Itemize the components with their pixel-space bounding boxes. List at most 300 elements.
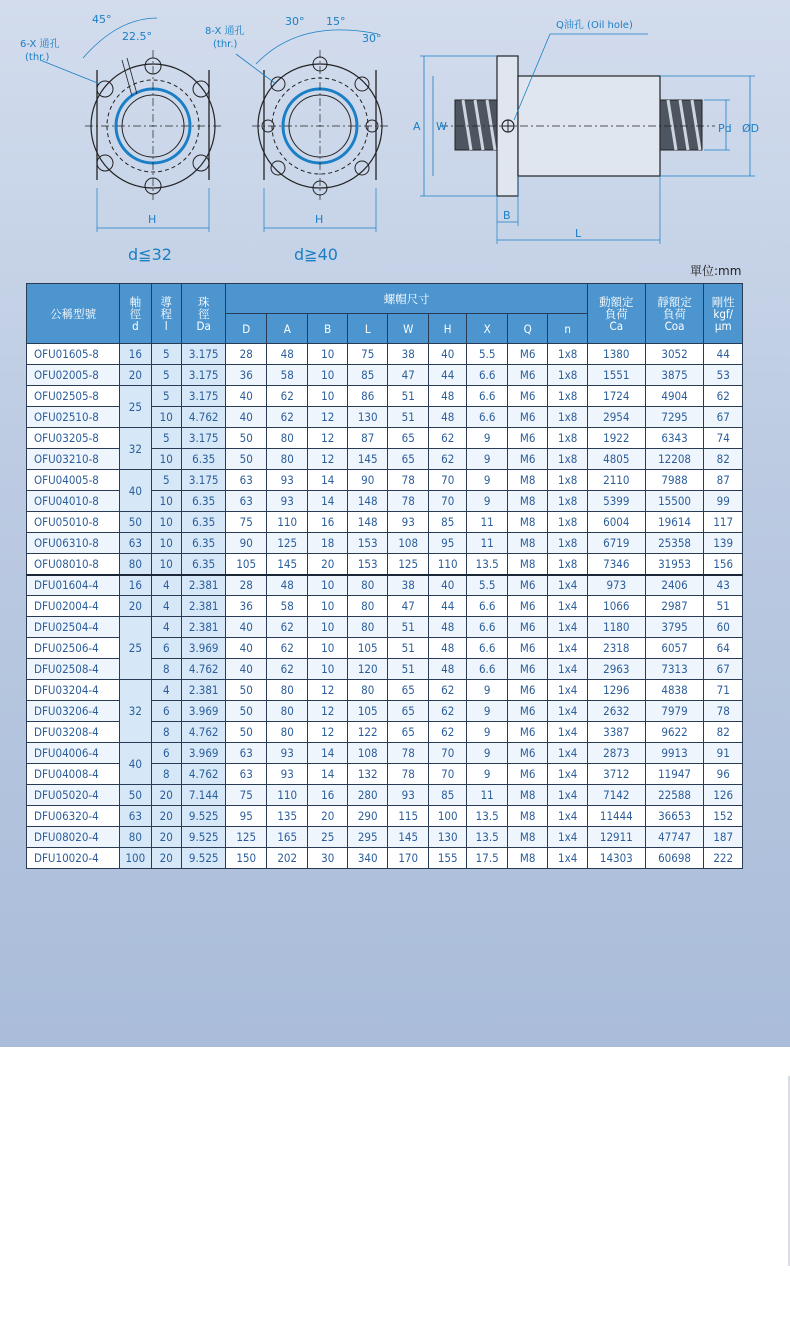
cell-value: 7.144 [181,785,226,806]
cell-value: 5399 [587,491,645,512]
cell-value: 340 [347,848,388,869]
dim-od-label: ØD [742,122,760,135]
cell-value: 78 [704,701,743,722]
cell-value: 95 [226,806,267,827]
dim-b-label: B [503,209,511,222]
cell-value: 10 [151,449,181,470]
cell-value: 17.5 [467,848,508,869]
cell-value: 1x4 [548,575,588,596]
cell-value: 145 [347,449,388,470]
cell-value: 40 [226,617,267,638]
cell-value: 6 [151,743,181,764]
cell-value: 105 [347,638,388,659]
cell-value: 1x4 [548,701,588,722]
cell-value: 9.525 [181,848,226,869]
cell-value: 70 [428,470,466,491]
cell-shaft-dia: 50 [120,785,151,806]
cell-value: 148 [347,491,388,512]
cell-value: 14 [308,743,347,764]
cell-value: 20 [151,785,181,806]
cell-value: 87 [704,470,743,491]
cell-value: M8 [507,554,548,575]
cell-value: 6343 [645,428,704,449]
cell-model: DFU04006-4 [27,743,120,764]
cell-model: DFU10020-4 [27,848,120,869]
header-nut-d: D [226,314,267,344]
cell-value: 14 [308,764,347,785]
cell-value: 15500 [645,491,704,512]
cell-model: OFU05010-8 [27,512,120,533]
cell-value: 1x4 [548,764,588,785]
cell-value: 1x4 [548,743,588,764]
table-row [27,806,743,827]
cell-value: 4 [151,575,181,596]
table-row [27,512,743,533]
cell-value: 6719 [587,533,645,554]
cell-value: 75 [226,785,267,806]
cell-value: 51 [388,638,429,659]
cell-value: 150 [226,848,267,869]
cell-value: 62 [428,701,466,722]
cell-shaft-dia: 16 [120,344,151,365]
cell-value: 85 [428,785,466,806]
cell-value: 16 [308,512,347,533]
cell-value: 62 [428,722,466,743]
cell-value: 125 [388,554,429,575]
cell-value: 187 [704,827,743,848]
cell-value: 47 [388,365,429,386]
cell-model: DFU03204-4 [27,680,120,701]
cell-value: 63 [226,491,267,512]
cell-value: 9 [467,701,508,722]
cell-value: 6 [151,701,181,722]
table-row [27,785,743,806]
cell-value: 65 [388,680,429,701]
cell-value: 1x8 [548,533,588,554]
cell-value: 152 [704,806,743,827]
cell-value: 1x4 [548,827,588,848]
cell-value: 4 [151,596,181,617]
cell-value: 117 [704,512,743,533]
cell-value: 12 [308,722,347,743]
cell-value: 130 [347,407,388,428]
cell-value: 85 [428,512,466,533]
cell-value: 51 [388,407,429,428]
cell-value: 3.175 [181,344,226,365]
cell-value: 50 [226,722,267,743]
table-row [27,554,743,575]
cell-value: 48 [428,638,466,659]
angle-label: 30° [285,15,305,28]
cell-value: 12 [308,701,347,722]
oil-hole-label: Q油孔 (Oil hole) [556,20,633,31]
cell-value: 9 [467,764,508,785]
cell-value: 153 [347,533,388,554]
cell-value: 62 [428,680,466,701]
cell-value: 67 [704,407,743,428]
cell-model: OFU03210-8 [27,449,120,470]
cell-value: 14 [308,470,347,491]
cell-model: OFU04010-8 [27,491,120,512]
dim-h-label: H [148,213,157,226]
cell-value: 4.762 [181,407,226,428]
cell-value: 7142 [587,785,645,806]
cell-value: 1x8 [548,428,588,449]
cell-shaft-dia: 100 [120,848,151,869]
cell-model: OFU08010-8 [27,554,120,575]
cell-value: 10 [308,386,347,407]
cell-value: 28 [226,344,267,365]
cell-value: 50 [226,701,267,722]
cell-value: 44 [704,344,743,365]
cell-value: 93 [266,764,308,785]
cell-value: 2987 [645,596,704,617]
cell-value: 2954 [587,407,645,428]
cell-value: 93 [266,470,308,491]
cell-value: 40 [226,638,267,659]
cell-value: 78 [388,470,429,491]
cell-value: 93 [266,743,308,764]
cell-value: 1296 [587,680,645,701]
cell-value: 63 [226,470,267,491]
cell-value: 153 [347,554,388,575]
cell-value: M6 [507,617,548,638]
cell-shaft-dia: 32 [120,680,151,743]
cell-value: 14 [308,491,347,512]
cell-value: 6057 [645,638,704,659]
cell-value: 80 [266,680,308,701]
cell-value: 4.762 [181,722,226,743]
cell-value: M6 [507,638,548,659]
cell-value: M8 [507,848,548,869]
cell-value: 62 [266,638,308,659]
cell-value: 11 [467,512,508,533]
dim-pd-label: Pd [718,122,732,135]
spec-table [26,283,743,869]
cell-value: 51 [704,596,743,617]
cell-value: 65 [388,722,429,743]
cell-value: 6.6 [467,659,508,680]
cell-value: 3.969 [181,638,226,659]
dim-w-label: W [436,120,447,133]
cell-value: 12 [308,449,347,470]
cell-value: 63 [226,743,267,764]
cell-value: M6 [507,680,548,701]
cell-value: 44 [428,365,466,386]
cell-value: 62 [266,659,308,680]
cell-value: 85 [347,365,388,386]
cell-value: 3795 [645,617,704,638]
cell-value: M8 [507,512,548,533]
cell-value: 1180 [587,617,645,638]
cell-value: 50 [226,428,267,449]
cell-shaft-dia: 80 [120,554,151,575]
cell-value: 6.35 [181,533,226,554]
cell-value: 65 [388,449,429,470]
cell-value: 145 [388,827,429,848]
cell-value: 2406 [645,575,704,596]
cell-value: 155 [428,848,466,869]
cell-value: 6.35 [181,449,226,470]
cell-model: DFU04008-4 [27,764,120,785]
cell-value: 1x8 [548,344,588,365]
cell-model: DFU03208-4 [27,722,120,743]
cell-value: 122 [347,722,388,743]
cell-shaft-dia: 20 [120,365,151,386]
cell-value: 7313 [645,659,704,680]
cell-value: 10 [308,365,347,386]
table-row [27,470,743,491]
cell-value: 9913 [645,743,704,764]
cell-value: 48 [428,659,466,680]
cell-value: 6 [151,638,181,659]
cell-value: 62 [428,428,466,449]
cell-value: 1x8 [548,491,588,512]
cell-value: 170 [388,848,429,869]
cell-value: 5 [151,428,181,449]
cell-value: M8 [507,491,548,512]
cell-value: 4 [151,680,181,701]
cell-value: 62 [266,617,308,638]
cell-value: 75 [226,512,267,533]
cell-value: 9.525 [181,806,226,827]
cell-value: 50 [226,449,267,470]
cell-model: DFU03206-4 [27,701,120,722]
cell-value: 9 [467,722,508,743]
cell-model: OFU01605-8 [27,344,120,365]
cell-value: 1x4 [548,638,588,659]
cell-value: 86 [347,386,388,407]
cell-value: 4904 [645,386,704,407]
cell-value: 38 [388,344,429,365]
cell-value: 2963 [587,659,645,680]
cell-value: 70 [428,491,466,512]
cell-value: 130 [428,827,466,848]
cell-value: 7295 [645,407,704,428]
cell-value: 110 [428,554,466,575]
cell-value: 6.35 [181,512,226,533]
caption-d40: d≧40 [294,245,338,264]
cell-value: 20 [151,827,181,848]
table-row [27,428,743,449]
dim-h-label: H [315,213,324,226]
cell-value: 105 [226,554,267,575]
caption-d32: d≦32 [128,245,172,264]
cell-value: 80 [266,701,308,722]
cell-value: 2110 [587,470,645,491]
cell-value: 36 [226,365,267,386]
cell-value: 9 [467,680,508,701]
table-row [27,680,743,701]
cell-value: 1724 [587,386,645,407]
cell-value: 30 [308,848,347,869]
cell-value: 51 [388,386,429,407]
cell-value: 53 [704,365,743,386]
cell-value: 1x4 [548,722,588,743]
table-row [27,386,743,407]
cell-value: 78 [388,764,429,785]
cell-model: DFU02506-4 [27,638,120,659]
cell-value: 48 [428,386,466,407]
cell-value: 3387 [587,722,645,743]
table-row [27,848,743,869]
cell-value: 6.35 [181,491,226,512]
cell-value: M6 [507,743,548,764]
cell-shaft-dia: 80 [120,827,151,848]
cell-value: 2.381 [181,575,226,596]
table-row [27,743,743,764]
cell-value: 1x4 [548,806,588,827]
cell-value: 44 [428,596,466,617]
cell-value: 25358 [645,533,704,554]
cell-shaft-dia: 50 [120,512,151,533]
cell-value: M6 [507,428,548,449]
header-nut-l: L [347,314,388,344]
cell-value: 10 [308,575,347,596]
header-shaft-dia: 軸 徑 d [120,284,151,344]
cell-value: 2.381 [181,596,226,617]
cell-value: M6 [507,575,548,596]
cell-value: 36653 [645,806,704,827]
cell-value: 9 [467,449,508,470]
header-model: 公稱型號 [27,284,120,344]
cell-value: 3875 [645,365,704,386]
cell-value: 125 [226,827,267,848]
nut-diagrams [0,0,790,262]
cell-value: 1x8 [548,407,588,428]
cell-value: 82 [704,722,743,743]
cell-value: 12911 [587,827,645,848]
holes-label: 6-X 通孔 [20,39,60,50]
cell-value: 3052 [645,344,704,365]
cell-value: M6 [507,407,548,428]
unit-label: 單位:mm [690,264,742,278]
cell-model: OFU02505-8 [27,386,120,407]
cell-value: 71 [704,680,743,701]
cell-value: 290 [347,806,388,827]
cell-value: 2.381 [181,617,226,638]
cell-value: 4.762 [181,764,226,785]
cell-value: 3.175 [181,428,226,449]
dim-a-label: A [413,120,421,133]
angle-label: 15° [326,15,346,28]
cell-shaft-dia: 40 [120,470,151,512]
cell-value: 28 [226,575,267,596]
cell-value: 62 [266,407,308,428]
cell-model: DFU02508-4 [27,659,120,680]
cell-value: 50 [226,680,267,701]
cell-value: 43 [704,575,743,596]
header-nut-b: B [308,314,347,344]
cell-value: 148 [347,512,388,533]
cell-shaft-dia: 63 [120,533,151,554]
cell-value: 65 [388,428,429,449]
cell-value: 25 [308,827,347,848]
cell-value: 99 [704,491,743,512]
cell-value: 1x8 [548,365,588,386]
cell-value: 93 [266,491,308,512]
cell-value: 10 [151,533,181,554]
cell-value: 125 [266,533,308,554]
cell-value: 11444 [587,806,645,827]
cell-value: 80 [266,428,308,449]
cell-value: M6 [507,344,548,365]
cell-value: 1x4 [548,848,588,869]
cell-value: 58 [266,596,308,617]
angle-label: 22.5° [122,30,152,43]
cell-value: 12 [308,407,347,428]
cell-model: OFU06310-8 [27,533,120,554]
cell-value: 40 [428,575,466,596]
cell-value: M8 [507,785,548,806]
cell-value: 20 [151,848,181,869]
cell-value: 3.969 [181,743,226,764]
cell-value: 1x8 [548,470,588,491]
table-row [27,533,743,554]
cell-value: 139 [704,533,743,554]
cell-shaft-dia: 25 [120,617,151,680]
cell-value: 51 [388,659,429,680]
header-rigidity: 剛性 kgf/ μm [704,284,743,344]
cell-value: 202 [266,848,308,869]
cell-value: 9.525 [181,827,226,848]
cell-value: 1x4 [548,596,588,617]
cell-value: 20 [308,554,347,575]
header-nut-h: H [428,314,466,344]
cell-value: M6 [507,659,548,680]
cell-value: 82 [704,449,743,470]
cell-value: 12208 [645,449,704,470]
thr-label: (thr.) [25,52,50,63]
cell-model: DFU05020-4 [27,785,120,806]
cell-value: 67 [704,659,743,680]
nut-side-view [420,34,755,244]
cell-value: 1x8 [548,512,588,533]
cell-value: 165 [266,827,308,848]
table-header [27,284,743,344]
cell-value: 80 [266,722,308,743]
cell-value: 10 [308,617,347,638]
cell-value: 80 [347,680,388,701]
cell-value: 9 [467,743,508,764]
cell-value: 8 [151,764,181,785]
cell-value: 110 [266,785,308,806]
cell-value: 4838 [645,680,704,701]
cell-value: 973 [587,575,645,596]
cell-value: 20 [308,806,347,827]
flange-diagram-d32 [40,18,221,232]
cell-value: M6 [507,722,548,743]
cell-value: 80 [347,575,388,596]
cell-value: M6 [507,596,548,617]
cell-value: 6.35 [181,554,226,575]
cell-value: 2.381 [181,680,226,701]
cell-model: OFU02005-8 [27,365,120,386]
cell-value: 11 [467,533,508,554]
cell-value: 70 [428,743,466,764]
cell-value: 40 [226,407,267,428]
cell-value: 48 [428,617,466,638]
cell-value: 7979 [645,701,704,722]
cell-value: 156 [704,554,743,575]
cell-value: 90 [226,533,267,554]
thr-label: (thr.) [213,39,238,50]
cell-shaft-dia: 25 [120,386,151,428]
cell-value: 5.5 [467,575,508,596]
cell-value: M6 [507,386,548,407]
cell-value: 6004 [587,512,645,533]
cell-value: 1x4 [548,785,588,806]
